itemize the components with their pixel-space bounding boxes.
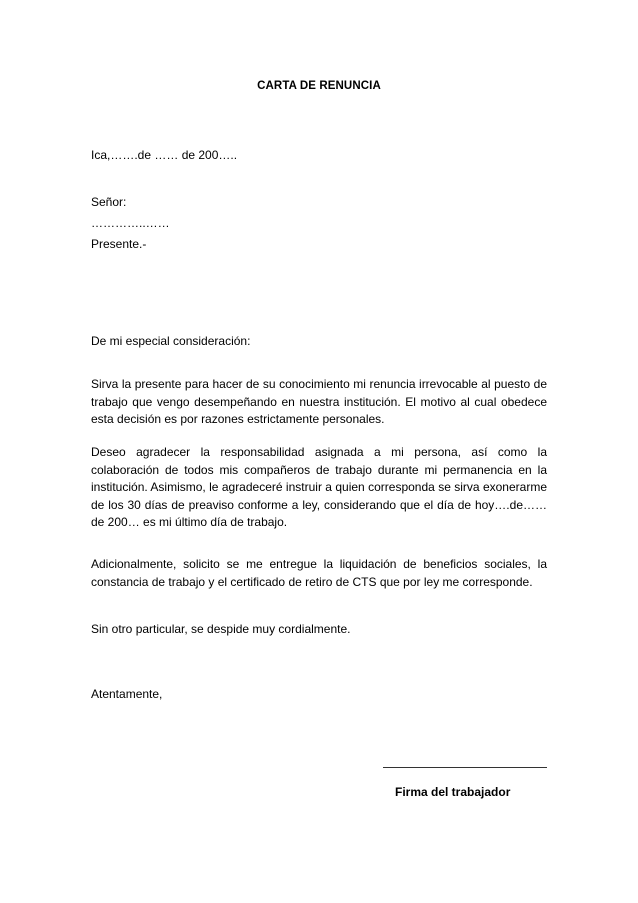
presente: Presente.- xyxy=(91,237,147,251)
salutation: Señor: xyxy=(91,195,127,209)
paragraph-gratitude: Deseo agradecer la responsabilidad asignada a mi persona, así como la colaboración de todos mis compañeros de trabajo durante mi permanencia en la institución. Asimismo, le agradeceré instruir a quien corresponda se sirva exonerarme de los 30 días de preaviso conforme a ley, considerando que el día de hoy….de…… de 200… es mi último día de trabajo. xyxy=(91,445,547,529)
letter-title: CARTA DE RENUNCIA xyxy=(257,80,381,92)
place-date: Ica,…….de …… de 200….. xyxy=(91,148,238,162)
paragraph-request: Adicionalmente, solicito se me entregue la liquidación de beneficios sociales, la constancia de trabajo y el certificado de retiro de CTS que por ley me corresponde. xyxy=(91,557,547,589)
signature-label: Firma del trabajador xyxy=(395,785,511,799)
sign-off: Atentamente, xyxy=(91,687,163,701)
signature-line xyxy=(383,767,547,768)
closing-line: Sin otro particular, se despide muy cordialmente. xyxy=(91,622,351,636)
paragraph-motive: Sirva la presente para hacer de su conocimiento mi renuncia irrevocable al puesto de trabajo que vengo desempeñando en nuestra institución. El motivo al cual obedece esta decisión es por razones estrictamente personales. xyxy=(91,377,547,426)
recipient-placeholder: …………..…… xyxy=(91,216,170,230)
greeting: De mi especial consideración: xyxy=(91,334,251,348)
